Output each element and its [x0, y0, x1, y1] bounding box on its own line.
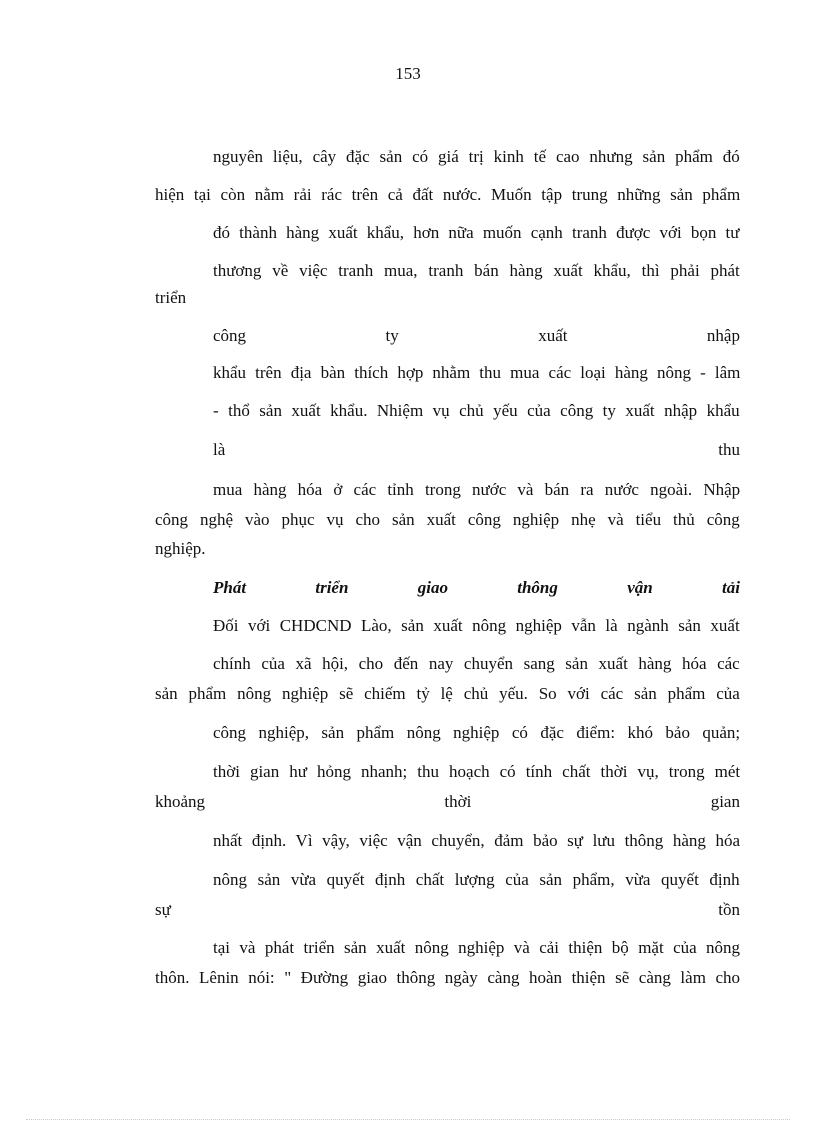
text-line: nguyên liệu, cây đặc sản có giá trị kinh tế cao nhưng sản phẩm đó	[213, 147, 740, 166]
text-line: chính của xã hội, cho đến nay chuyển sang sản xuất hàng hóa các	[213, 654, 740, 673]
text-line: Đối với CHDCND Lào, sản xuất nông nghiệp vẫn là ngành sản xuất	[213, 616, 740, 635]
word: tải	[721, 578, 740, 597]
text-line: - thổ sản xuất khẩu. Nhiệm vụ chủ yếu của công ty xuất nhập khẩu	[213, 401, 740, 420]
text-line-justified	[155, 791, 740, 813]
text-line-justified	[155, 899, 740, 921]
text-line: hiện tại còn nằm rải rác trên cả đất nước. Muốn tập trung những sản phẩm	[155, 185, 741, 204]
text-line: nghiệp.	[155, 539, 206, 558]
text-line: thôn. Lênin nói: " Đường giao thông ngày càng hoàn thiện sẽ càng làm cho	[155, 968, 741, 987]
text-line: thương về việc tranh mua, tranh bán hàng xuất khẩu, thì phải phát	[213, 261, 740, 280]
word: công	[213, 326, 247, 345]
word: thông	[517, 578, 558, 597]
word: tồn	[718, 900, 740, 919]
word: triển	[315, 578, 349, 597]
text-line: khẩu trên địa bàn thích hợp nhằm thu mua các loại hàng nông - lâm	[213, 363, 741, 382]
text-line: công nghiệp, sản phẩm nông nghiệp có đặc điểm: khó bảo quản;	[213, 723, 741, 742]
word: Phát	[213, 578, 247, 597]
text-line: nông sản vừa quyết định chất lượng của sản phẩm, vừa quyết định	[213, 870, 740, 889]
word: xuất	[538, 326, 568, 345]
text-line: công nghệ vào phục vụ cho sản xuất công nghiệp nhẹ và tiểu thủ công	[155, 510, 740, 529]
word: là	[213, 440, 226, 459]
word: thu	[718, 440, 740, 459]
text-line: thời gian hư hỏng nhanh; thu hoạch có tính chất thời vụ, trong mét	[213, 762, 741, 781]
text-line: đó thành hàng xuất khẩu, hơn nữa muốn cạnh tranh được với bọn tư	[213, 223, 740, 242]
text-line: triển	[155, 288, 187, 307]
text-line: mua hàng hóa ở các tỉnh trong nước và bán ra nước ngoài. Nhập	[213, 480, 741, 499]
section-heading	[213, 577, 740, 599]
word: nhập	[706, 326, 740, 345]
word: giao	[417, 578, 448, 597]
word: sự	[155, 900, 171, 919]
footer-divider	[26, 1119, 790, 1120]
word: vận	[627, 578, 653, 597]
word: gian	[710, 792, 740, 811]
text-line: sản phẩm nông nghiệp sẽ chiếm tỷ lệ chủ yếu. So với các sản phẩm của	[155, 684, 740, 703]
text-line: tại và phát triển sản xuất nông nghiệp và cải thiện bộ mặt của nông	[213, 938, 741, 957]
word: khoảng	[155, 792, 206, 811]
word: thời	[444, 792, 472, 811]
word: ty	[385, 326, 399, 345]
text-line-justified	[213, 325, 740, 347]
page-number: 153	[395, 64, 421, 83]
text-line-justified	[213, 439, 740, 461]
text-line: nhất định. Vì vậy, việc vận chuyển, đảm bảo sự lưu thông hàng hóa	[213, 831, 741, 850]
